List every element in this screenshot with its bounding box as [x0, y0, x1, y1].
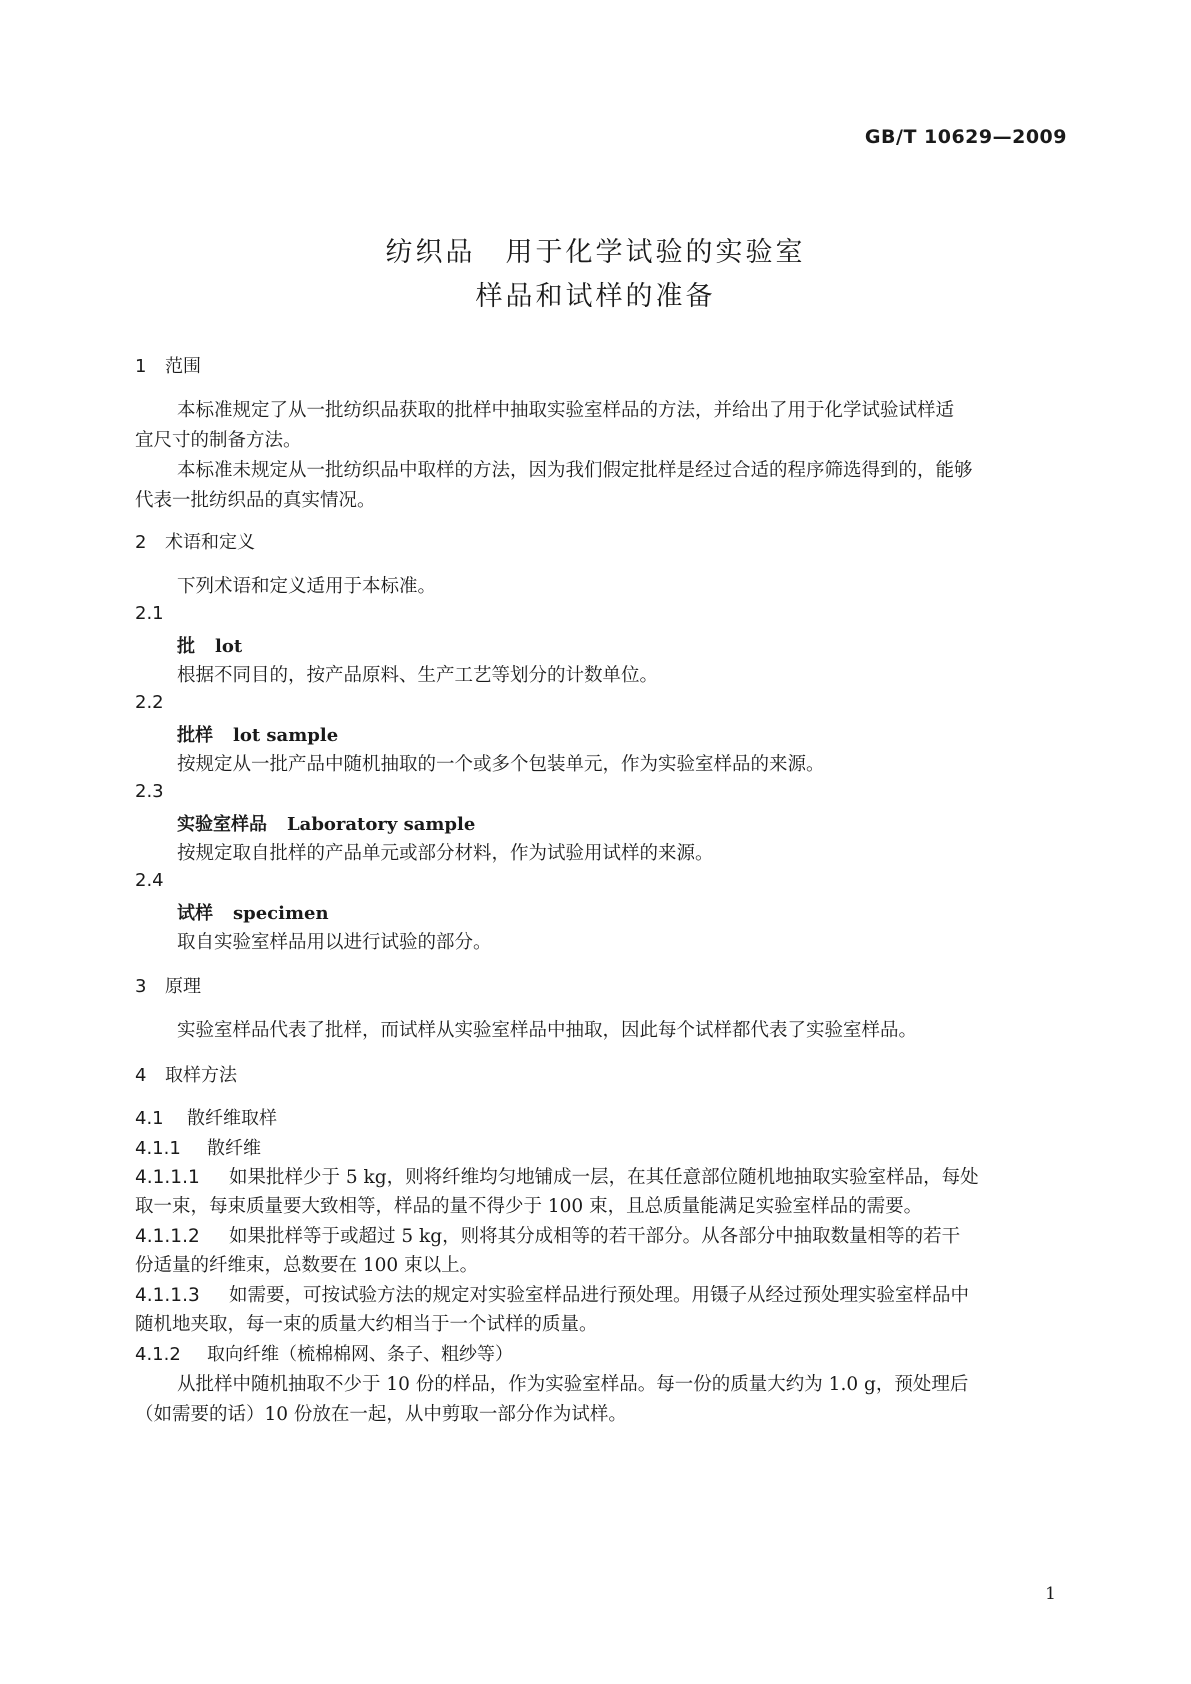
document-title-line-1: 纺织品 用于化学试验的实验室 — [385, 237, 806, 268]
term-zh: 批 — [177, 636, 195, 657]
paragraph-line: 随机地夹取，每一束的质量大约相当于一个试样的质量。 — [135, 1314, 598, 1335]
paragraph-line: 代表一批纺织品的真实情况。 — [135, 490, 376, 511]
clause-4-1-1-3 — [135, 1281, 969, 1307]
paragraph-line: 取一束，每束质量要大致相等，样品的量不得少于 100 束，且总质量能满足实验室样品的需要。 — [135, 1196, 923, 1217]
term-zh: 批样 — [177, 725, 213, 746]
section-number: 4.1.1 — [135, 1138, 181, 1159]
term-en: Laboratory sample — [287, 814, 476, 835]
section-1-heading — [135, 352, 201, 378]
section-number: 4.1.2 — [135, 1344, 181, 1365]
term-number: 2.4 — [135, 870, 164, 891]
paragraph-line: 本标准未规定从一批纺织品中取样的方法，因为我们假定批样是经过合适的程序筛选得到的，能够 — [177, 460, 973, 481]
section-2-heading — [135, 528, 255, 554]
term-en: lot sample — [233, 725, 339, 746]
subsection-4-1-1-heading — [135, 1134, 261, 1160]
section-number: 2 — [135, 532, 147, 553]
term-entry — [177, 810, 475, 836]
section-title: 散纤维 — [207, 1138, 261, 1159]
page-number: 1 — [1045, 1584, 1056, 1604]
paragraph-line: 本标准规定了从一批纺织品获取的批样中抽取实验室样品的方法，并给出了用于化学试验试样适 — [177, 400, 955, 421]
term-number: 2.2 — [135, 692, 164, 713]
clause-4-1-1-2 — [135, 1222, 960, 1248]
term-en: lot — [215, 636, 243, 657]
term-definition: 按规定取自批样的产品单元或部分材料，作为试验用试样的来源。 — [177, 843, 714, 864]
paragraph-line: （如需要的话）10 份放在一起，从中剪取一部分作为试样。 — [135, 1404, 627, 1425]
section-title: 原理 — [165, 976, 201, 997]
document-title-line-2: 样品和试样的准备 — [475, 281, 716, 312]
section-title: 散纤维取样 — [187, 1108, 277, 1129]
standard-code: GB/T 10629—2009 — [864, 126, 1067, 148]
paragraph-line: 份适量的纤维束，总数要在 100 束以上。 — [135, 1255, 479, 1276]
clause-text: 如果批样少于 5 kg，则将纤维均匀地铺成一层，在其任意部位随机地抽取实验室样品，每处 — [229, 1167, 979, 1188]
section-number: 3 — [135, 976, 147, 997]
section-4-heading — [135, 1061, 237, 1087]
term-zh: 试样 — [177, 903, 213, 924]
section-title: 术语和定义 — [165, 532, 255, 553]
clause-number: 4.1.1.3 — [135, 1285, 200, 1306]
clause-4-1-1-1 — [135, 1163, 979, 1189]
section-number: 4.1 — [135, 1108, 164, 1129]
clause-text: 如需要，可按试验方法的规定对实验室样品进行预处理。用镊子从经过预处理实验室样品中 — [229, 1285, 970, 1306]
term-zh: 实验室样品 — [177, 814, 267, 835]
section-3-heading — [135, 972, 201, 998]
subsection-4-1-heading — [135, 1104, 277, 1130]
section-title: 取样方法 — [165, 1065, 237, 1086]
subsection-4-1-2-heading — [135, 1340, 513, 1366]
section-title: 范围 — [165, 356, 201, 377]
clause-text: 如果批样等于或超过 5 kg，则将其分成相等的若干部分。从各部分中抽取数量相等的若干 — [229, 1226, 961, 1247]
paragraph-line: 从批样中随机抽取不少于 10 份的样品，作为实验室样品。每一份的质量大约为 1.0 g，预处理后 — [177, 1374, 969, 1395]
term-definition: 取自实验室样品用以进行试验的部分。 — [177, 932, 492, 953]
term-number: 2.3 — [135, 781, 164, 802]
paragraph-line: 实验室样品代表了批样，而试样从实验室样品中抽取，因此每个试样都代表了实验室样品。 — [177, 1020, 918, 1041]
paragraph-line: 下列术语和定义适用于本标准。 — [177, 576, 437, 597]
term-entry — [177, 632, 242, 658]
term-en: specimen — [233, 903, 329, 924]
term-number: 2.1 — [135, 603, 164, 624]
section-title: 取向纤维（梳棉棉网、条子、粗纱等） — [207, 1344, 513, 1365]
term-entry — [177, 899, 329, 925]
term-definition: 按规定从一批产品中随机抽取的一个或多个包装单元，作为实验室样品的来源。 — [177, 754, 825, 775]
term-entry — [177, 721, 338, 747]
clause-number: 4.1.1.1 — [135, 1167, 200, 1188]
clause-number: 4.1.1.2 — [135, 1226, 200, 1247]
section-number: 4 — [135, 1065, 147, 1086]
term-definition: 根据不同目的，按产品原料、生产工艺等划分的计数单位。 — [177, 665, 659, 686]
section-number: 1 — [135, 356, 147, 377]
paragraph-line: 宜尺寸的制备方法。 — [135, 430, 302, 451]
